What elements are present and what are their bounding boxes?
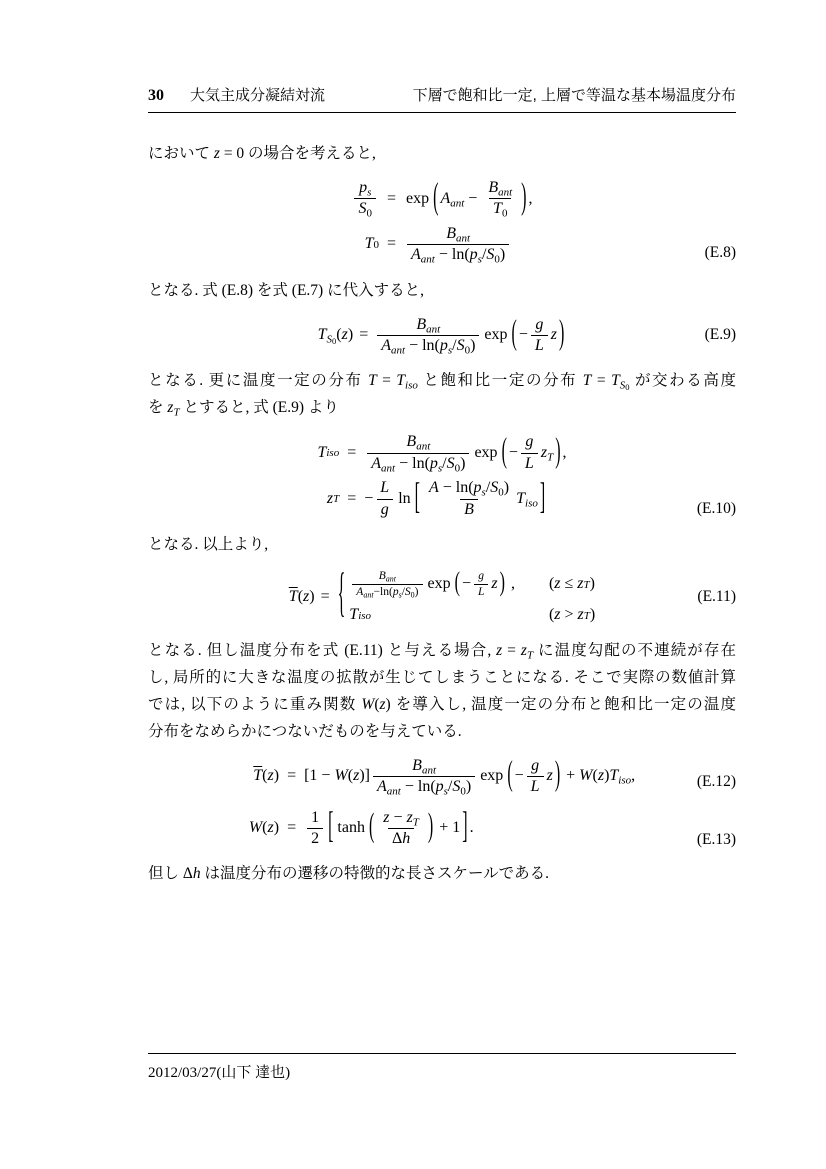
body-line: を $z_T$ とすると, 式 (E.9) より: [148, 399, 339, 419]
cases-block: $\frac{B_{ant}}{A_{ant}-\ln(p_s/S_0)}$ exp ( − $\frac{g}{L}$ z ) , ( z ≤ z T ) T iso ( z > z T ): [349, 568, 596, 624]
paren-right: ): [521, 177, 527, 217]
equals-sign: =: [386, 235, 397, 253]
eq8-row1-lhs: [351, 179, 379, 219]
equation-number: (E.13): [696, 830, 736, 848]
paren-left: (: [454, 568, 460, 598]
bracket-left: [: [328, 807, 334, 847]
paren-left: (: [433, 177, 439, 217]
section-title: 下層で飽和比一定, 上層で等温な基本場温度分布: [412, 87, 736, 104]
equation-e9: [148, 316, 736, 356]
fraction: $\frac{g}{L}$: [527, 757, 544, 797]
eq8-row2-rhs: [404, 225, 512, 265]
equation-e8: [148, 179, 736, 265]
equals-sign: =: [347, 489, 357, 507]
equation-e12-e13: [148, 757, 736, 849]
fraction: $\frac{B_{ant}}{A_{ant} - \ln(p_s/S_0)}$: [377, 316, 479, 356]
body-line: 但し Δh は温度分布の遷移の特徴的な長さスケールである.: [148, 865, 550, 883]
paren-left: (: [507, 756, 513, 794]
equals-sign: =: [287, 819, 297, 837]
fraction: $\frac{1}{2}$: [307, 809, 323, 849]
fraction: $\frac{g}{L}$: [521, 433, 538, 473]
equation-number: (E.9): [704, 326, 736, 344]
body-line: となる. 式 (E.8) を式 (E.7) に代入すると,: [148, 281, 424, 299]
fraction: $\frac{B_{ant}}{A_{ant} - \ln(p_s/S_0)}$: [367, 433, 469, 473]
eq12-rhs: [1 − W(z)] $\frac{B_{ant}}{A_{ant} - \ln(p_s/S_0)}$ exp ( − $\frac{g}{L}$ z ) + $W(z)T_{iso}$,: [304, 756, 636, 798]
page-body: [148, 140, 736, 887]
eq9-expression: $T_{S0}(z)$ = $\frac{B_{ant}}{A_{ant} - \ln(p_s/S_0)}$ exp ( − $\frac{g}{L}$ z ): [317, 315, 565, 357]
eq13-rhs: $\frac{1}{2}$ [ tanh ( $\frac{z - z_T}{\Delta h}$ ) + 1 ] .: [304, 809, 474, 849]
bracket-left: [: [414, 477, 420, 517]
equation-number: (E.8): [704, 244, 736, 262]
fraction: $\frac{B_{ant}}{A_{ant}-\ln(p_s/S_0)}$: [352, 570, 422, 599]
eq8-row1-rhs: exp ( $A_{ant}$ − $\frac{B_{ant}}{T_0}$ ) ,: [406, 177, 533, 220]
case-condition: ( z ≤ z T ): [548, 575, 595, 593]
equation-number: (E.11): [697, 588, 736, 606]
paren-right: ): [555, 432, 561, 471]
fraction: $\frac{g}{L}$: [474, 570, 488, 599]
fraction: $\frac{L}{g}$: [376, 479, 393, 519]
eq10-row2-lhs: z T: [326, 489, 340, 507]
equals-sign: =: [320, 588, 330, 606]
fraction: $\frac{z - z_T}{\Delta h}$: [383, 808, 419, 847]
equation-e10: [148, 433, 736, 519]
fraction: $\frac{B_{ant}}{A_{ant} - \ln(p_s/S_0)}$: [373, 757, 475, 797]
body-line: となる. 但し温度分布を式 (E.11) と与える場合, $z = z_T$ に温度勾配の不連続が存在: [148, 641, 736, 662]
footer-credit: 2012/03/27(山下 達也): [148, 1065, 291, 1081]
body-line: となる. 更に温度一定の分布 $T = T_{iso}$ と飽和比一定の分布 $T = T_{S0}$ が交わる高度: [148, 372, 736, 393]
fraction: $\frac{A - \ln(p_s/S_0)}{B}$: [428, 479, 510, 518]
fraction: $\frac{g}{L}$: [531, 316, 548, 356]
fraction: $\frac{B_{ant}}{T_0}$: [488, 179, 513, 220]
equals-sign: =: [359, 326, 369, 344]
eq10-row1-rhs: $\frac{B_{ant}}{A_{ant} - \ln(p_s/S_0)}$ exp ( − $\frac{g}{L}$ $z_T$ ) ,: [364, 433, 566, 473]
case-condition: ( z > z T ): [548, 606, 596, 624]
eq11-expression: $\overline{T}(z)$ = { $\frac{B_{ant}}{A_{ant}-\ln(p_s/S_0)}$ exp ( − $\frac{g}{L}$ z ) , ( z ≤ z T ) T iso ( z > z T ): [289, 570, 595, 625]
brace-left: {: [337, 566, 346, 624]
equation-e11: [148, 566, 736, 625]
paren-left: (: [511, 315, 517, 353]
fraction: $\frac{B_{ant}}{A_{ant} - \ln(p_s/S_0)}$: [407, 225, 509, 265]
body-line: し, 局所的に大きな温度の拡散が生じてしまうことになる. そこで実際の数値計算: [148, 668, 736, 686]
equation-number: (E.12): [696, 772, 736, 790]
paren-left: (: [368, 809, 375, 845]
eq8-row2-lhs: T 0: [364, 235, 379, 253]
body-line: となる. 以上より,: [148, 535, 269, 553]
eq10-row1-lhs: T iso: [317, 444, 340, 462]
page-footer: [148, 1053, 736, 1082]
paren-left: (: [501, 432, 507, 471]
fraction: $\frac{p_s}{S_0}$: [354, 179, 376, 219]
body-line: 分布をなめらかにつないだものを与えている.: [148, 722, 462, 740]
eq12-lhs: $\overline{T}$ ( z ): [253, 767, 280, 785]
equals-sign: =: [386, 189, 397, 207]
bracket-right: ]: [462, 807, 468, 847]
equation-number: (E.10): [696, 500, 736, 518]
paren-right: ): [559, 315, 565, 353]
page-number: 30: [148, 87, 164, 104]
bracket-right: ]: [539, 477, 546, 517]
equals-sign: =: [287, 767, 297, 785]
eq10-row2-rhs: − $\frac{L}{g}$ ln [ $\frac{A - \ln(p_s/S_0)}{B}$ $T_{iso}$ ]: [364, 479, 547, 519]
document-title: 大気主成分凝結対流: [190, 87, 326, 104]
body-line: では, 以下のように重み関数 W(z) を導入し, 温度一定の分布と飽和比一定の温度: [148, 695, 736, 713]
page-header: [148, 84, 736, 113]
paren-right: ): [499, 568, 505, 598]
paren-right: ): [554, 756, 561, 794]
eq13-lhs: W ( z ): [248, 819, 280, 837]
body-line: において z = 0 の場合を考えると,: [148, 145, 376, 162]
paren-right: ): [427, 809, 434, 845]
equals-sign: =: [347, 444, 357, 462]
